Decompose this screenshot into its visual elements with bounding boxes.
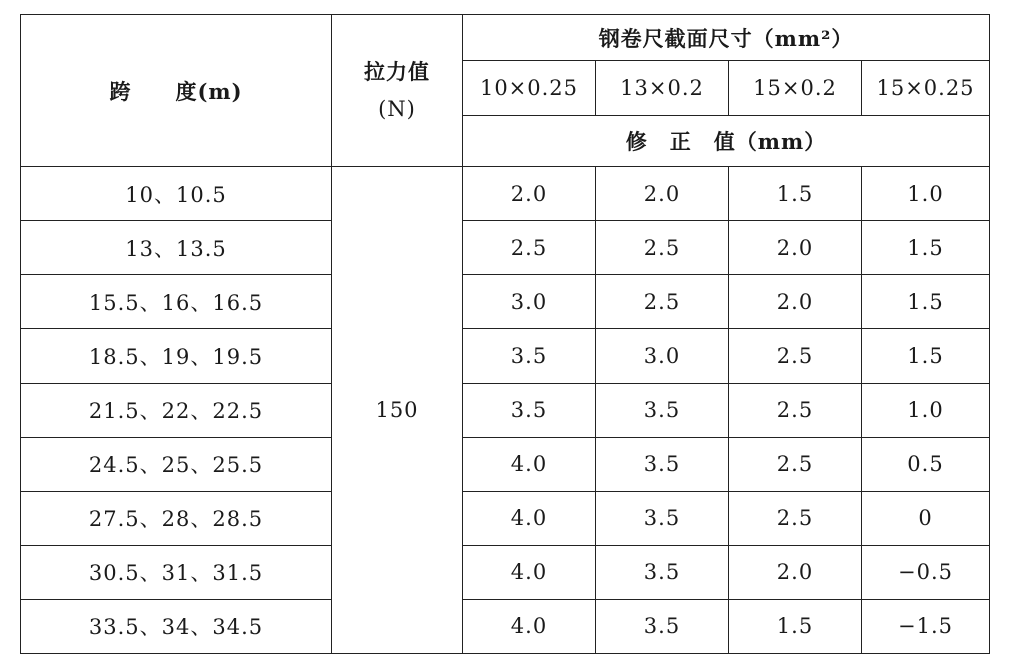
value-cell: 3.5 [463, 383, 596, 437]
value-cell: 4.0 [463, 545, 596, 599]
tension-header-label: 拉力值 [364, 58, 430, 84]
span-cell: 10、10.5 [21, 167, 332, 221]
table-row [21, 275, 990, 329]
table-row [21, 599, 990, 653]
value-cell: 1.0 [862, 383, 990, 437]
span-cell: 15.5、16、16.5 [21, 275, 332, 329]
value-cell: 1.5 [729, 167, 862, 221]
span-cell: 30.5、31、31.5 [21, 545, 332, 599]
tension-value-cell: 150 [332, 167, 463, 654]
value-cell: 3.5 [596, 545, 729, 599]
tension-header-unit: (N) [378, 96, 416, 121]
table-row [21, 545, 990, 599]
value-cell: 2.0 [463, 167, 596, 221]
size-header-2: 13×0.2 [596, 61, 729, 116]
table-row [21, 329, 990, 383]
table-row [21, 221, 990, 275]
value-cell: 1.5 [862, 275, 990, 329]
value-cell: 3.5 [463, 329, 596, 383]
value-cell: 4.0 [463, 599, 596, 653]
value-cell: −0.5 [862, 545, 990, 599]
value-cell: 1.5 [729, 599, 862, 653]
span-cell: 24.5、25、25.5 [21, 437, 332, 491]
value-cell: 2.0 [729, 545, 862, 599]
value-cell: 3.0 [596, 329, 729, 383]
value-cell: 3.5 [596, 491, 729, 545]
value-cell: 2.5 [596, 221, 729, 275]
value-cell: 2.5 [463, 221, 596, 275]
value-cell: 3.5 [596, 599, 729, 653]
value-cell: 2.0 [729, 275, 862, 329]
span-header-label: 跨 度(m) [109, 78, 243, 104]
size-header-3: 15×0.2 [729, 61, 862, 116]
header-row-1 [21, 15, 990, 61]
table-row [21, 437, 990, 491]
table-row [21, 167, 990, 221]
span-cell: 33.5、34、34.5 [21, 599, 332, 653]
value-cell: 4.0 [463, 437, 596, 491]
value-cell: 3.5 [596, 437, 729, 491]
span-cell: 13、13.5 [21, 221, 332, 275]
span-cell: 18.5、19、19.5 [21, 329, 332, 383]
value-cell: 1.5 [862, 221, 990, 275]
value-cell: 2.0 [596, 167, 729, 221]
value-cell: 0.5 [862, 437, 990, 491]
span-cell: 21.5、22、22.5 [21, 383, 332, 437]
correction-value-header: 修 正 值（mm） [463, 116, 990, 167]
section-size-header: 钢卷尺截面尺寸（mm²） [463, 15, 990, 61]
span-cell: 27.5、28、28.5 [21, 491, 332, 545]
table-row [21, 491, 990, 545]
table-row [21, 383, 990, 437]
value-cell: 1.0 [862, 167, 990, 221]
value-cell: 2.5 [729, 437, 862, 491]
value-cell: −1.5 [862, 599, 990, 653]
value-cell: 2.5 [729, 491, 862, 545]
value-cell: 4.0 [463, 491, 596, 545]
span-header [21, 15, 332, 167]
size-header-4: 15×0.25 [862, 61, 990, 116]
value-cell: 1.5 [862, 329, 990, 383]
value-cell: 2.0 [729, 221, 862, 275]
tension-header [332, 15, 463, 167]
value-cell: 2.5 [596, 275, 729, 329]
value-cell: 2.5 [729, 329, 862, 383]
value-cell: 0 [862, 491, 990, 545]
value-cell: 3.0 [463, 275, 596, 329]
value-cell: 2.5 [729, 383, 862, 437]
value-cell: 3.5 [596, 383, 729, 437]
correction-table [20, 14, 990, 654]
size-header-1: 10×0.25 [463, 61, 596, 116]
